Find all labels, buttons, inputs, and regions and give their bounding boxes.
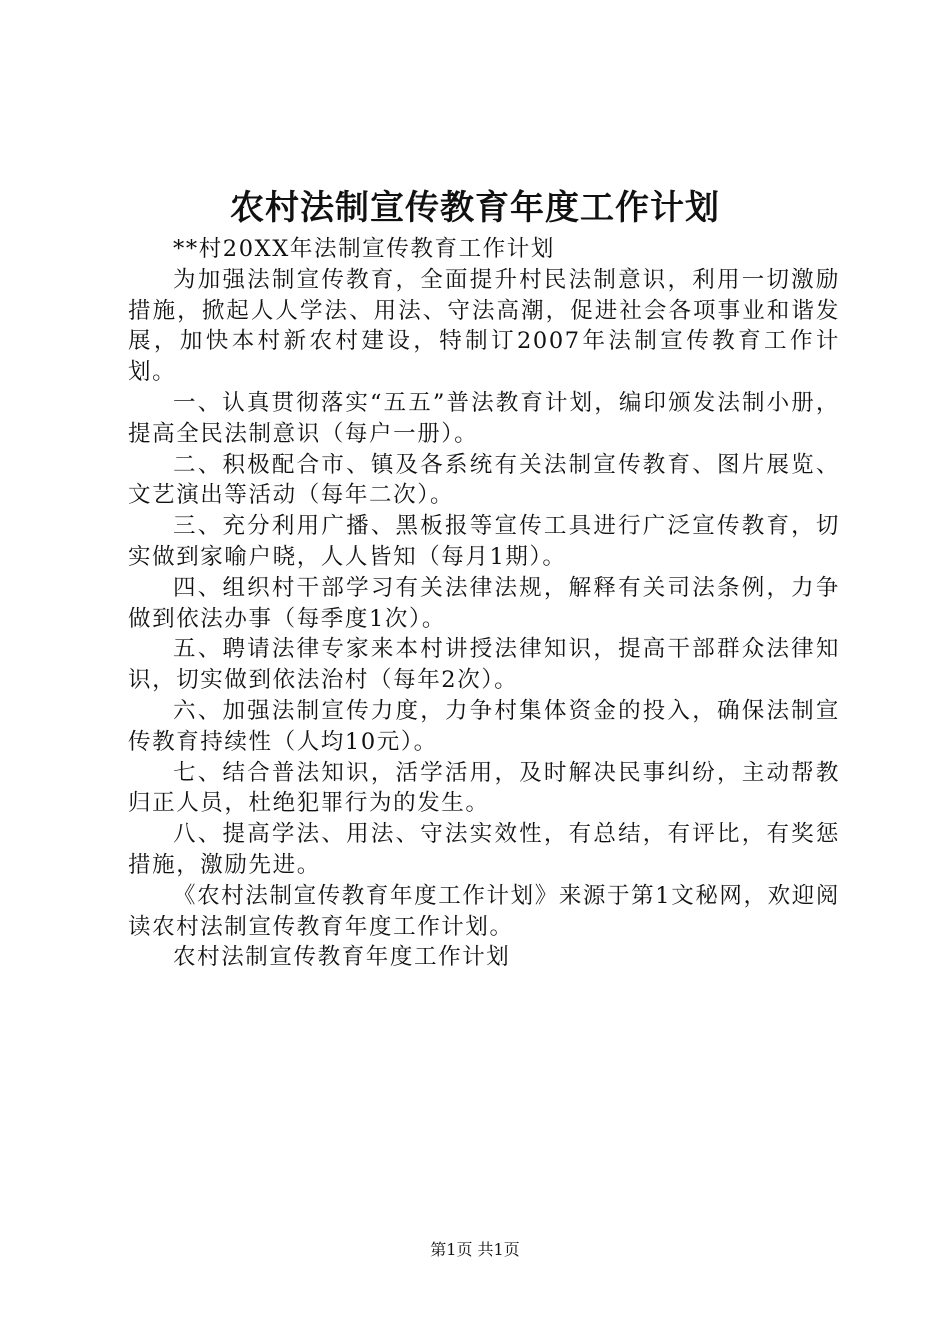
paragraph-closing-title: 农村法制宣传教育年度工作计划	[173, 944, 511, 971]
page-footer: 第1页 共1页	[430, 1240, 520, 1259]
document-title: 农村法制宣传教育年度工作计划	[230, 188, 720, 228]
paragraph-item-1: 一、认真贯彻落实“五五”普法教育计划，编印颁发法制小册，提高全民法制意识（每户一册）。	[128, 389, 840, 447]
paragraph-item-7: 七、结合普法知识，活学活用，及时解决民事纠纷，主动帮教归正人员，杜绝犯罪行为的发生。	[128, 759, 840, 817]
paragraph-item-6: 六、加强法制宣传力度，力争村集体资金的投入，确保法制宣传教育持续性（人均10元）。	[128, 697, 840, 755]
document-body	[128, 234, 840, 973]
paragraph-item-2: 二、积极配合市、镇及各系统有关法制宣传教育、图片展览、文艺演出等活动（每年二次）。	[128, 451, 840, 509]
paragraph-heading: **村20XX年法制宣传教育工作计划	[173, 236, 555, 262]
paragraph-item-5: 五、聘请法律专家来本村讲授法律知识，提高干部群众法律知识，切实做到依法治村（每年2次）。	[128, 636, 840, 694]
paragraph-intro: 为加强法制宣传教育，全面提升村民法制意识，利用一切激励措施，掀起人人学法、用法、守法高潮，促进社会各项事业和谐发展，加快本村新农村建设，特制订2007年法制宣传教育工作计划。	[128, 266, 840, 386]
paragraph-item-3: 三、充分利用广播、黑板报等宣传工具进行广泛宣传教育，切实做到家喻户晓，人人皆知（每月1期）。	[128, 513, 840, 570]
paragraph-item-4: 四、组织村干部学习有关法律法规，解释有关司法条例，力争做到依法办事（每季度1次）。	[128, 574, 840, 632]
paragraph-item-8: 八、提高学法、用法、守法实效性，有总结，有评比，有奖惩措施，激励先进。	[128, 821, 840, 878]
paragraph-source-note: 《农村法制宣传教育年度工作计划》来源于第1文秘网，欢迎阅读农村法制宣传教育年度工作计划。	[128, 882, 840, 940]
